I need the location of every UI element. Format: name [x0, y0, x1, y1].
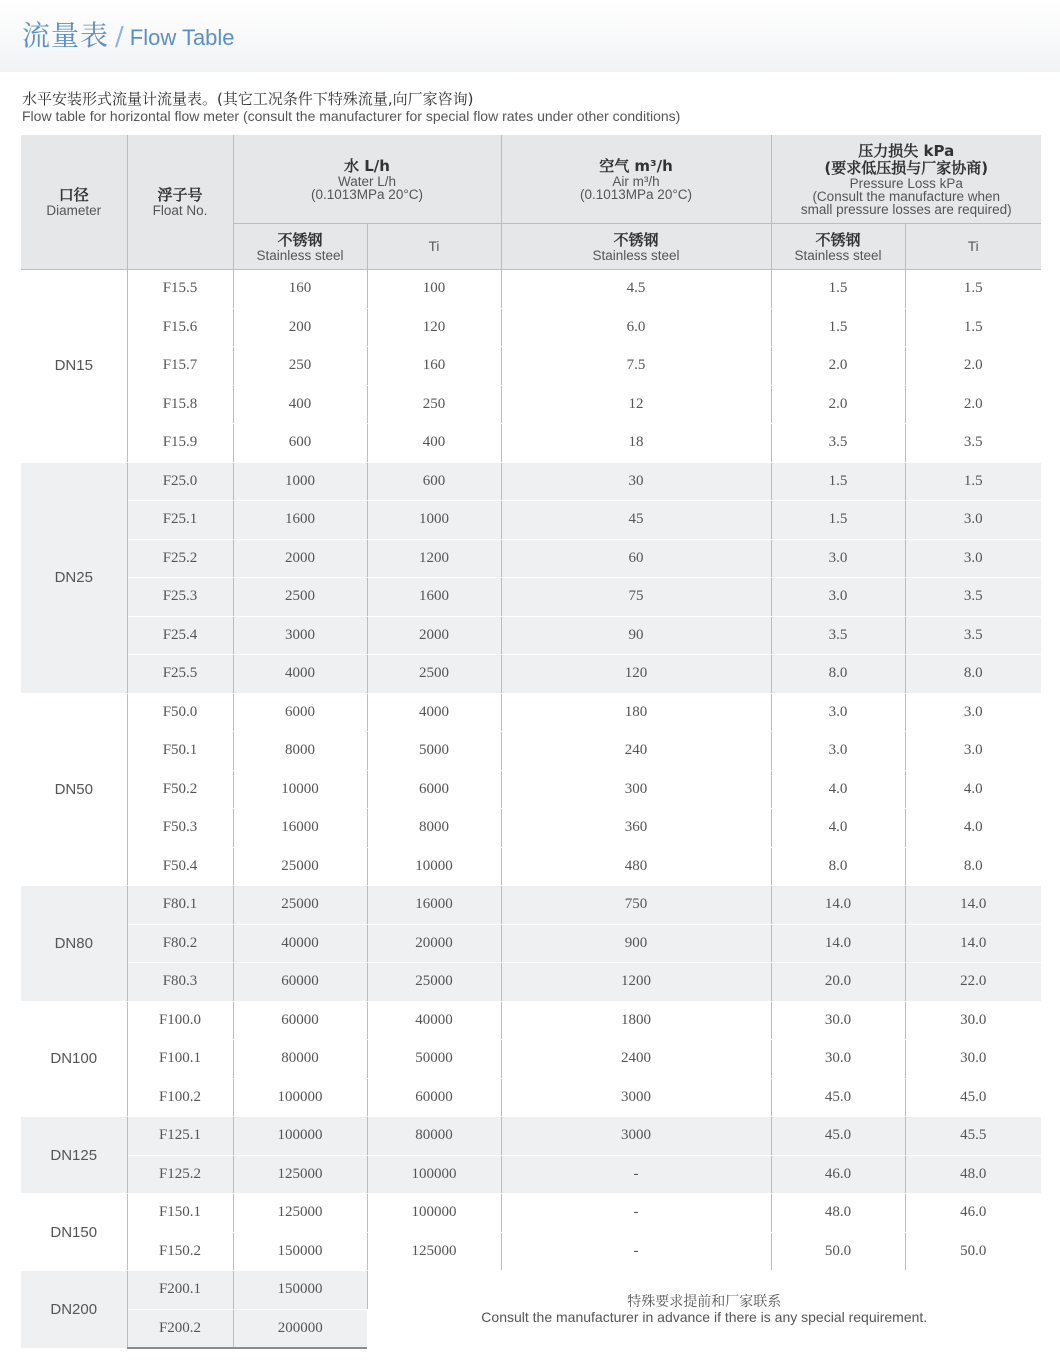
air-ss-cell: 240: [501, 732, 771, 771]
loss-ss-cell: 45.0: [771, 1117, 905, 1156]
water-ss-cell: 150000: [233, 1232, 367, 1271]
water-ss-cell: 60000: [233, 1001, 367, 1040]
loss-ti-cell: 8.0: [905, 847, 1041, 886]
loss-ti-cell: 1.5: [905, 270, 1041, 309]
water-ti-cell: 20000: [367, 924, 501, 963]
float-cell: F25.0: [127, 462, 233, 501]
header-water-cn: 水 L/h: [344, 156, 390, 175]
loss-ss-cell: 30.0: [771, 1040, 905, 1079]
water-ti-cell: 100000: [367, 1155, 501, 1194]
air-ss-cell: 2400: [501, 1040, 771, 1079]
water-ti-cell: 250: [367, 385, 501, 424]
loss-ss-cell: 4.0: [771, 809, 905, 848]
loss-ss-cell: 1.5: [771, 462, 905, 501]
flow-table-body: [21, 270, 1041, 1349]
water-ti-cell: 10000: [367, 847, 501, 886]
loss-ti-cell: 3.0: [905, 501, 1041, 540]
loss-ss-cell: 3.0: [771, 732, 905, 771]
water-ti-cell: 60000: [367, 1078, 501, 1117]
header-loss-ss-cn: 不锈钢: [815, 230, 861, 249]
loss-ss-cell: 14.0: [771, 886, 905, 925]
header-loss-ss: [771, 224, 905, 270]
water-ss-cell: 125000: [233, 1194, 367, 1233]
loss-ti-cell: 46.0: [905, 1194, 1041, 1233]
water-ss-cell: 400: [233, 385, 367, 424]
air-ss-cell: 45: [501, 501, 771, 540]
loss-ti-cell: 3.0: [905, 732, 1041, 771]
water-ss-cell: 25000: [233, 847, 367, 886]
diameter-cell: DN15: [21, 270, 127, 463]
loss-ss-cell: 8.0: [771, 847, 905, 886]
loss-ss-cell: 3.0: [771, 693, 905, 732]
water-ss-cell: 6000: [233, 693, 367, 732]
loss-ti-cell: 2.0: [905, 347, 1041, 386]
loss-ti-cell: 3.5: [905, 578, 1041, 617]
header-loss-en3: small pressure losses are required): [800, 201, 1012, 217]
water-ss-cell: 80000: [233, 1040, 367, 1079]
header-loss-ti: [905, 224, 1041, 270]
header-air-ss-cn: 不锈钢: [613, 230, 659, 249]
float-cell: F25.3: [127, 578, 233, 617]
loss-ss-cell: 50.0: [771, 1232, 905, 1271]
water-ti-cell: 1200: [367, 539, 501, 578]
float-cell: F50.4: [127, 847, 233, 886]
header-air-cond: (0.1013MPa 20°C): [580, 186, 692, 202]
note-en: Consult the manufacturer in advance if there is any special requirement.: [481, 1309, 928, 1326]
loss-ss-cell: 1.5: [771, 270, 905, 309]
water-ss-cell: 16000: [233, 809, 367, 848]
loss-ti-cell: 1.5: [905, 308, 1041, 347]
loss-ss-cell: 1.5: [771, 308, 905, 347]
water-ss-cell: 2500: [233, 578, 367, 617]
loss-ti-cell: 30.0: [905, 1001, 1041, 1040]
air-ss-cell: 360: [501, 809, 771, 848]
air-ss-cell: 7.5: [501, 347, 771, 386]
water-ss-cell: 3000: [233, 616, 367, 655]
water-ss-cell: 100000: [233, 1078, 367, 1117]
float-cell: F80.3: [127, 963, 233, 1002]
float-cell: F125.1: [127, 1117, 233, 1156]
float-cell: F15.9: [127, 424, 233, 463]
header-water-ti: [367, 224, 501, 270]
header-water-ss-en: Stainless steel: [256, 247, 344, 263]
flow-table: [21, 135, 1041, 1349]
float-cell: F15.7: [127, 347, 233, 386]
diameter-cell: DN50: [21, 693, 127, 886]
air-ss-cell: 1800: [501, 1001, 771, 1040]
intro-text: [22, 90, 1042, 124]
loss-ti-cell: 4.0: [905, 809, 1041, 848]
diameter-cell: DN100: [21, 1001, 127, 1117]
loss-ti-cell: 14.0: [905, 924, 1041, 963]
header-loss-cn2: (要求低压损与厂家协商): [824, 158, 989, 177]
loss-ss-cell: 20.0: [771, 963, 905, 1002]
diameter-cell: DN200: [21, 1271, 127, 1349]
water-ti-cell: 160: [367, 347, 501, 386]
air-ss-cell: 3000: [501, 1117, 771, 1156]
water-ss-cell: 2000: [233, 539, 367, 578]
page-title: [22, 14, 235, 54]
air-ss-cell: -: [501, 1155, 771, 1194]
water-ti-cell: 50000: [367, 1040, 501, 1079]
float-cell: F15.8: [127, 385, 233, 424]
float-cell: F25.4: [127, 616, 233, 655]
water-ss-cell: 40000: [233, 924, 367, 963]
header-diameter-cn: 口径: [58, 186, 89, 204]
loss-ti-cell: 2.0: [905, 385, 1041, 424]
water-ss-cell: 160: [233, 270, 367, 309]
loss-ti-cell: 45.5: [905, 1117, 1041, 1156]
loss-ss-cell: 3.5: [771, 616, 905, 655]
header-float: [127, 135, 233, 270]
loss-ti-cell: 45.0: [905, 1078, 1041, 1117]
water-ss-cell: 600: [233, 424, 367, 463]
header-loss-en1: Pressure Loss kPa: [849, 175, 963, 191]
title-en: Flow Table: [129, 25, 235, 50]
water-ti-cell: 2000: [367, 616, 501, 655]
title-cn: 流量表: [22, 19, 110, 52]
loss-ss-cell: 48.0: [771, 1194, 905, 1233]
air-ss-cell: 60: [501, 539, 771, 578]
loss-ss-cell: 1.5: [771, 501, 905, 540]
air-ss-cell: 480: [501, 847, 771, 886]
water-ss-cell: 10000: [233, 770, 367, 809]
water-ti-cell: 16000: [367, 886, 501, 925]
air-ss-cell: 18: [501, 424, 771, 463]
water-ss-cell: 125000: [233, 1155, 367, 1194]
air-ss-cell: 4.5: [501, 270, 771, 309]
float-cell: F100.0: [127, 1001, 233, 1040]
loss-ss-cell: 4.0: [771, 770, 905, 809]
header-water-ti-label: Ti: [428, 239, 440, 254]
header-loss-cn1: 压力损失 kPa: [858, 141, 955, 160]
float-cell: F200.2: [127, 1309, 233, 1348]
header-float-cn: 浮子号: [157, 186, 203, 204]
float-cell: F100.2: [127, 1078, 233, 1117]
water-ss-cell: 150000: [233, 1271, 367, 1310]
loss-ss-cell: 14.0: [771, 924, 905, 963]
loss-ss-cell: 45.0: [771, 1078, 905, 1117]
loss-ss-cell: 3.5: [771, 424, 905, 463]
header-air-cn: 空气 m³/h: [599, 156, 673, 175]
loss-ti-cell: 50.0: [905, 1232, 1041, 1271]
air-ss-cell: -: [501, 1194, 771, 1233]
note-cn: 特殊要求提前和厂家联系: [627, 1293, 782, 1310]
float-cell: F50.2: [127, 770, 233, 809]
loss-ti-cell: 48.0: [905, 1155, 1041, 1194]
air-ss-cell: 75: [501, 578, 771, 617]
water-ss-cell: 8000: [233, 732, 367, 771]
float-cell: F150.2: [127, 1232, 233, 1271]
water-ss-cell: 1600: [233, 501, 367, 540]
water-ti-cell: 120: [367, 308, 501, 347]
title-slash: /: [115, 22, 124, 52]
water-ti-cell: 600: [367, 462, 501, 501]
loss-ti-cell: 3.5: [905, 616, 1041, 655]
diameter-cell: DN80: [21, 886, 127, 1002]
water-ti-cell: 100000: [367, 1194, 501, 1233]
air-ss-cell: 750: [501, 886, 771, 925]
water-ti-cell: 8000: [367, 809, 501, 848]
float-cell: F80.2: [127, 924, 233, 963]
header-loss-ti-label: Ti: [967, 239, 979, 254]
air-ss-cell: 3000: [501, 1078, 771, 1117]
diameter-cell: DN25: [21, 462, 127, 693]
loss-ti-cell: 14.0: [905, 886, 1041, 925]
loss-ti-cell: 8.0: [905, 655, 1041, 694]
header-air-ss-en: Stainless steel: [592, 247, 680, 263]
water-ti-cell: 6000: [367, 770, 501, 809]
water-ti-cell: 25000: [367, 963, 501, 1002]
loss-ti-cell: 30.0: [905, 1040, 1041, 1079]
diameter-cell: DN125: [21, 1117, 127, 1194]
air-ss-cell: 12: [501, 385, 771, 424]
water-ss-cell: 200: [233, 308, 367, 347]
float-cell: F50.3: [127, 809, 233, 848]
loss-ss-cell: 46.0: [771, 1155, 905, 1194]
float-cell: F80.1: [127, 886, 233, 925]
diameter-cell: DN150: [21, 1194, 127, 1271]
float-cell: F50.0: [127, 693, 233, 732]
header-water-ss: [233, 224, 367, 270]
water-ss-cell: 250: [233, 347, 367, 386]
header-pressure-loss: [771, 135, 1041, 224]
water-ti-cell: 400: [367, 424, 501, 463]
air-ss-cell: 120: [501, 655, 771, 694]
float-cell: F15.5: [127, 270, 233, 309]
float-cell: F100.1: [127, 1040, 233, 1079]
water-ss-cell: 100000: [233, 1117, 367, 1156]
header-air-ss: [501, 224, 771, 270]
water-ti-cell: 1600: [367, 578, 501, 617]
header-air-en: Air m³/h: [612, 173, 660, 189]
header-float-en: Float No.: [152, 203, 208, 218]
loss-ss-cell: 8.0: [771, 655, 905, 694]
loss-ti-cell: 1.5: [905, 462, 1041, 501]
air-ss-cell: 900: [501, 924, 771, 963]
loss-ss-cell: 2.0: [771, 347, 905, 386]
float-cell: F50.1: [127, 732, 233, 771]
air-ss-cell: -: [501, 1232, 771, 1271]
loss-ti-cell: 3.0: [905, 539, 1041, 578]
loss-ss-cell: 2.0: [771, 385, 905, 424]
loss-ti-cell: 22.0: [905, 963, 1041, 1002]
water-ss-cell: 1000: [233, 462, 367, 501]
float-cell: F15.6: [127, 308, 233, 347]
air-ss-cell: 180: [501, 693, 771, 732]
air-ss-cell: 300: [501, 770, 771, 809]
water-ti-cell: 4000: [367, 693, 501, 732]
air-ss-cell: 1200: [501, 963, 771, 1002]
float-cell: F125.2: [127, 1155, 233, 1194]
header-loss-en2: (Consult the manufacture when: [812, 188, 1001, 204]
loss-ss-cell: 30.0: [771, 1001, 905, 1040]
float-cell: F25.2: [127, 539, 233, 578]
header-loss-ss-en: Stainless steel: [794, 247, 882, 263]
float-cell: F25.1: [127, 501, 233, 540]
air-ss-cell: 90: [501, 616, 771, 655]
loss-ss-cell: 3.0: [771, 578, 905, 617]
special-requirement-note: [367, 1271, 1041, 1349]
intro-cn: 水平安装形式流量计流量表。(其它工况条件下特殊流量,向厂家咨询): [22, 90, 474, 108]
water-ti-cell: 40000: [367, 1001, 501, 1040]
header-diameter: [21, 135, 127, 270]
water-ti-cell: 1000: [367, 501, 501, 540]
loss-ss-cell: 3.0: [771, 539, 905, 578]
water-ss-cell: 4000: [233, 655, 367, 694]
water-ti-cell: 2500: [367, 655, 501, 694]
intro-en: Flow table for horizontal flow meter (consult the manufacturer for special flow rates under other conditions): [22, 108, 681, 124]
header-water-en: Water L/h: [337, 173, 397, 189]
water-ss-cell: 60000: [233, 963, 367, 1002]
header-diameter-en: Diameter: [46, 203, 102, 218]
header-water-ss-cn: 不锈钢: [277, 230, 323, 249]
header-water-cond: (0.1013MPa 20°C): [311, 186, 423, 202]
header-air: [501, 135, 771, 224]
float-cell: F150.1: [127, 1194, 233, 1233]
float-cell: F25.5: [127, 655, 233, 694]
water-ss-cell: 25000: [233, 886, 367, 925]
float-cell: F200.1: [127, 1271, 233, 1310]
loss-ti-cell: 3.0: [905, 693, 1041, 732]
water-ti-cell: 5000: [367, 732, 501, 771]
air-ss-cell: 30: [501, 462, 771, 501]
water-ti-cell: 125000: [367, 1232, 501, 1271]
water-ti-cell: 80000: [367, 1117, 501, 1156]
water-ti-cell: 100: [367, 270, 501, 309]
air-ss-cell: 6.0: [501, 308, 771, 347]
loss-ti-cell: 4.0: [905, 770, 1041, 809]
water-ss-cell: 200000: [233, 1309, 367, 1348]
header-water: [233, 135, 501, 224]
loss-ti-cell: 3.5: [905, 424, 1041, 463]
